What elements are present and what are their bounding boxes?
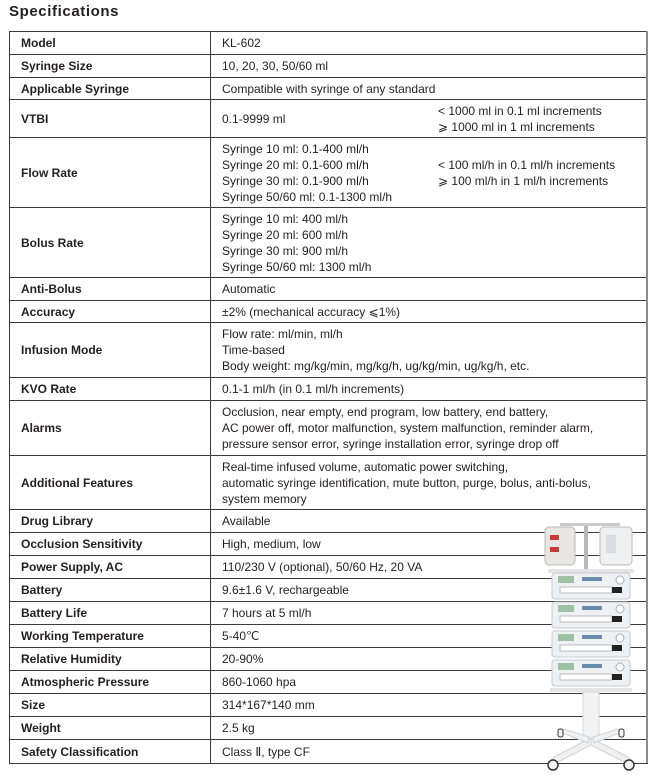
- spec-value: [211, 138, 648, 208]
- value-line: 5-40℃: [222, 629, 260, 643]
- value-line: ⩾ 100 ml/h in 1 ml/h increments: [438, 173, 609, 188]
- value-line: automatic syringe identification, mute button, purge, bolus, anti-bolus,: [222, 475, 591, 490]
- spec-label: Working Temperature: [10, 625, 211, 648]
- spec-label: Bolus Rate: [10, 208, 211, 278]
- value-line: ⩾ 1000 ml in 1 ml increments: [438, 119, 595, 134]
- value-increment-notes: [438, 103, 647, 135]
- table-right-border: [646, 31, 648, 763]
- spec-value: [211, 301, 648, 323]
- value-line: Body weight: mg/kg/min, mg/kg/h, ug/kg/min, ug/kg/h, etc.: [222, 359, 530, 373]
- spec-label: Atmospheric Pressure: [10, 671, 211, 694]
- spec-label: Weight: [10, 717, 211, 740]
- value-line: 860-1060 hpa: [222, 675, 297, 689]
- spec-value: [211, 456, 648, 510]
- value-line: Syringe 50/60 ml: 0.1-1300 ml/h: [222, 189, 393, 204]
- table-row: [10, 78, 648, 100]
- spec-label: KVO Rate: [10, 378, 211, 401]
- table-row: [10, 278, 648, 301]
- value-line: 10, 20, 30, 50/60 ml: [222, 59, 329, 73]
- value-line: High, medium, low: [222, 537, 321, 551]
- value-line: 0.1-1 ml/h (in 0.1 ml/h increments): [222, 382, 405, 396]
- value-line: Occlusion, near empty, end program, low battery, end battery,: [222, 405, 549, 419]
- spec-label: Additional Features: [10, 456, 211, 510]
- value-line: 110/230 V (optional), 50/60 Hz, 20 VA: [222, 560, 423, 574]
- spec-value: [211, 278, 648, 301]
- spec-label: Power Supply, AC: [10, 556, 211, 579]
- spec-label: VTBI: [10, 100, 211, 138]
- syringe-pump-stand-image: [540, 523, 640, 773]
- value-line: pressure sensor error, syringe installation error, syringe drop off: [222, 437, 559, 451]
- value-line: Compatible with syringe of any standard: [222, 81, 436, 96]
- value-line: Class Ⅱ, type CF: [222, 744, 310, 759]
- spec-label: Anti-Bolus: [10, 278, 211, 301]
- spec-label: Model: [10, 32, 211, 55]
- table-row: [10, 378, 648, 401]
- value-line: Syringe 50/60 ml: 1300 ml/h: [222, 259, 372, 274]
- table-row: [10, 32, 648, 55]
- spec-value: [211, 100, 648, 138]
- spec-label: Battery: [10, 579, 211, 602]
- spec-label: Drug Library: [10, 510, 211, 533]
- spec-label: Size: [10, 694, 211, 717]
- value-line: < 1000 ml in 0.1 ml increments: [438, 103, 602, 118]
- value-main: [222, 141, 438, 205]
- table-row: [10, 301, 648, 323]
- value-line: 20-90%: [222, 652, 264, 666]
- table-row: [10, 55, 648, 78]
- value-line: ±2% (mechanical accuracy ⩽1%): [222, 304, 401, 319]
- table-row: [10, 100, 648, 138]
- value-line: 9.6±1.6 V, rechargeable: [222, 583, 349, 597]
- spec-value: [211, 55, 648, 78]
- value-line: 2.5 kg: [222, 721, 255, 735]
- value-line: 0.1-9999 ml: [222, 111, 286, 126]
- value-line: 7 hours at 5 ml/h: [222, 606, 312, 620]
- spec-label: Alarms: [10, 401, 211, 456]
- spec-value: [211, 323, 648, 378]
- value-line: Syringe 30 ml: 0.1-900 ml/h: [222, 173, 369, 188]
- spec-label: Infusion Mode: [10, 323, 211, 378]
- value-line: Time-based: [222, 343, 285, 357]
- spec-label: Syringe Size: [10, 55, 211, 78]
- spec-value: [211, 32, 648, 55]
- spec-label: Accuracy: [10, 301, 211, 323]
- spec-label: Safety Classification: [10, 740, 211, 764]
- value-line: Available: [222, 514, 271, 528]
- value-line: Syringe 20 ml: 600 ml/h: [222, 227, 349, 242]
- spec-label: Flow Rate: [10, 138, 211, 208]
- value-line: 314*167*140 mm: [222, 698, 315, 712]
- spec-value: [211, 78, 648, 100]
- value-line: Flow rate: ml/min, ml/h: [222, 327, 343, 341]
- value-line: Real-time infused volume, automatic power switching,: [222, 459, 509, 474]
- value-line: < 100 ml/h in 0.1 ml/h increments: [438, 157, 616, 172]
- spec-value: [211, 208, 648, 278]
- value-line: system memory: [222, 491, 307, 506]
- value-line: Syringe 10 ml: 0.1-400 ml/h: [222, 141, 369, 156]
- value-line: Syringe 10 ml: 400 ml/h: [222, 211, 349, 226]
- spec-label: Occlusion Sensitivity: [10, 533, 211, 556]
- spec-label: Relative Humidity: [10, 648, 211, 671]
- value-line: AC power off, motor malfunction, system malfunction, reminder alarm,: [222, 421, 594, 435]
- value-increment-notes: [438, 157, 647, 189]
- value-line: Syringe 30 ml: 900 ml/h: [222, 243, 349, 258]
- spec-label: Battery Life: [10, 602, 211, 625]
- spec-label: Applicable Syringe: [10, 78, 211, 100]
- value-main: [222, 111, 438, 127]
- spec-value: [211, 378, 648, 401]
- table-row: [10, 401, 648, 456]
- value-line: KL-602: [222, 36, 261, 50]
- table-row: [10, 456, 648, 510]
- page-title: Specifications: [9, 3, 120, 20]
- table-row: [10, 323, 648, 378]
- table-row: [10, 138, 648, 208]
- table-row: [10, 208, 648, 278]
- value-line: Syringe 20 ml: 0.1-600 ml/h: [222, 157, 369, 172]
- spec-value: [211, 401, 648, 456]
- value-line: Automatic: [222, 282, 276, 296]
